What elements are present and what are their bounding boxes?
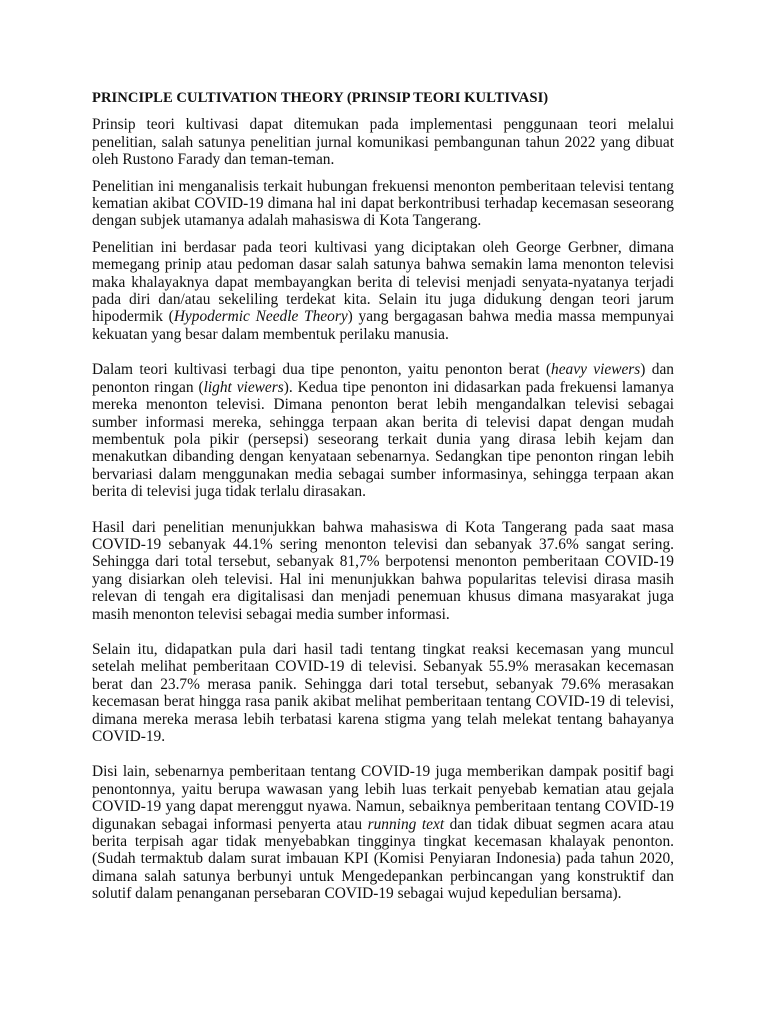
paragraph-5: Hasil dari penelitian menunjukkan bahwa mahasiswa di Kota Tangerang pada saat masa COVID-19 sebanyak 44.1% sering menonton televisi dan sebanyak 37.6% sangat sering. Sehingga dari total tersebut, sebanyak 81,7% berpotensi menonton pemberitaan COVID-19 yang disiarkan oleh televisi. Hal ini menunjukkan bahwa popularitas televisi dirasa masih relevan di tengah era digitalisasi dan menjadi penemuan khusus dimana masyarakat juga masih menonton televisi sebagai media sumber informasi.	[92, 518, 674, 623]
paragraph-3-italic-term: Hypodermic Needle Theory	[173, 308, 348, 326]
paragraph-4-text-b: ) dan penonton ringan (	[92, 361, 674, 396]
paragraph-4-text-c: ). Kedua tipe penonton ini didasarkan pada frekuensi lamanya mereka menonton televisi. Dimana penonton berat lebih mengandalkan televisi sebagai sumber informasi mereka, sehingga terpaan akan berita di televisi dapat dengan mudah membentuk pola pikir (persepsi) seseorang terkait dunia yang dirasa lebih kejam dan menakutkan dibanding dengan kenyataan sebenarnya. Sedangkan tipe penonton ringan lebih bervariasi dalam menggunakan media sebagai sumber informasinya, sehingga terpaan akan berita di televisi juga tidak terlalu dirasakan.	[92, 378, 675, 501]
paragraph-4	[92, 361, 674, 500]
paragraph-4-italic-term-1: heavy viewers	[551, 361, 641, 379]
document-title: PRINCIPLE CULTIVATION THEORY (PRINSIP TEORI KULTIVASI)	[92, 90, 549, 106]
paragraph-7-text-b: dan tidak dibuat segmen acara atau berita terpisah agar tidak menyebabkan tingginya tingkat kecemasan khalayak penonton. (Sudah termaktub dalam surat imbauan KPI (Komisi Penyiaran Indonesia) pada tahun 2020, dimana salah satunya berbunyi untuk Mengedepankan perbincangan yang konstruktif dan solutif dalam penanganan persebaran COVID-19 sebagai wujud kepedulian bersama).	[92, 815, 674, 903]
paragraph-7-italic-term: running text	[367, 815, 445, 833]
paragraph-7	[92, 763, 674, 902]
paragraph-3-text-a: Penelitian ini berdasar pada teori kultivasi yang diciptakan oleh George Gerbner, dimana memegang prinip atau pedoman dasar salah satunya bahwa semakin lama menonton televisi maka khalayaknya dapat membayangkan berita di televisi menjadi senyata-nyatanya terjadi pada diri dan/atau sekeliling terdekat kita. Selain itu juga didukung dengan teori jarum hipodermik (	[92, 238, 674, 326]
paragraph-4-italic-term-2: light viewers	[203, 378, 284, 396]
paragraph-3-text-b: ) yang bergagasan bahwa media massa mempunyai kekuatan yang besar dalam membentuk perilaku manusia.	[92, 308, 674, 343]
paragraph-6: Selain itu, didapatkan pula dari hasil tadi tentang tingkat reaksi kecemasan yang muncul setelah melihat pemberitaan COVID-19 di televisi. Sebanyak 55.9% merasakan kecemasan berat dan 23.7% merasa panik. Sehingga dari total tersebut, sebanyak 79.6% merasakan kecemasan berat hingga rasa panik akibat melihat pemberitaan tentang COVID-19 di televisi, dimana mereka merasa lebih terbatasi karena stigma yang telah melekat tentang bahayanya COVID-19.	[92, 640, 674, 745]
paragraph-2: Penelitian ini menganalisis terkait hubungan frekuensi menonton pemberitaan televisi tentang kematian akibat COVID-19 dimana hal ini dapat berkontribusi terhadap kecemasan seseorang dengan subjek utamanya adalah mahasiswa di Kota Tangerang.	[92, 177, 674, 230]
paragraph-3	[92, 239, 674, 343]
paragraph-4-text-a: Dalam teori kultivasi terbagi dua tipe penonton, yaitu penonton berat (	[92, 361, 552, 379]
paragraph-1: Prinsip teori kultivasi dapat ditemukan pada implementasi penggunaan teori melalui penelitian, salah satunya penelitian jurnal komunikasi pembangunan tahun 2022 yang dibuat oleh Rustono Farady dan teman-teman.	[92, 116, 674, 169]
paragraph-7-text-a: Disi lain, sebenarnya pemberitaan tentang COVID-19 juga memberikan dampak positif bagi penontonnya, yaitu berupa wawasan yang lebih luas terkait penyebab kematian atau gejala COVID-19 yang dapat merenggut nyawa. Namun, sebaiknya pemberitaan tentang COVID-19 digunakan sebagai informasi penyerta atau	[92, 763, 674, 833]
document-page	[92, 90, 674, 903]
